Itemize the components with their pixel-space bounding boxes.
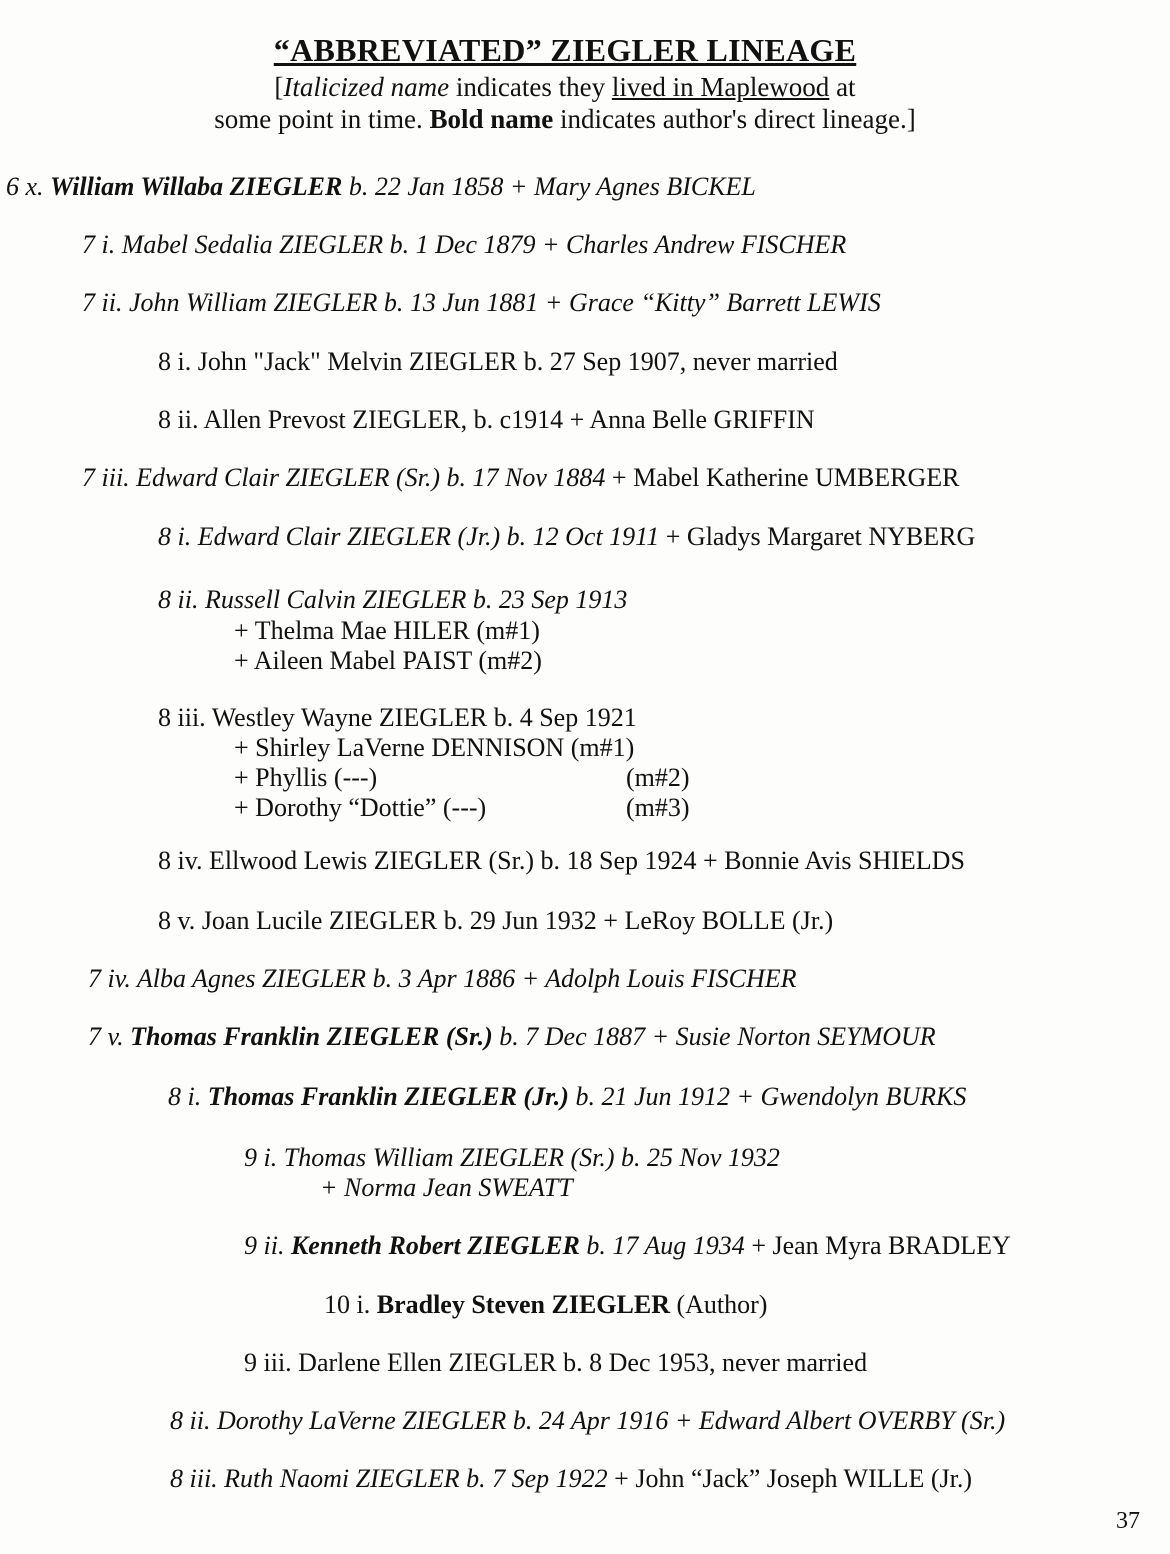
spouse-line: + Phyllis (---) (m#2) — [234, 763, 690, 792]
lineage-entry: 7 i. Mabel Sedalia ZIEGLER b. 1 Dec 1879 + Charles Andrew FISCHER — [82, 230, 847, 259]
person-name: John "Jack" Melvin ZIEGLER — [197, 347, 518, 376]
person-name: Russell Calvin ZIEGLER — [204, 585, 467, 614]
person-name: William Willaba ZIEGLER — [50, 172, 343, 201]
page-number: 37 — [1116, 1508, 1140, 1534]
lineage-entry: 7 ii. John William ZIEGLER b. 13 Jun 1881 + Grace “Kitty” Barrett LEWIS — [82, 288, 881, 317]
lineage-entry: 8 i. Thomas Franklin ZIEGLER (Jr.) b. 21 Jun 1912 + Gwendolyn BURKS — [168, 1082, 967, 1111]
person-name: Thomas Franklin ZIEGLER (Sr.) — [130, 1022, 493, 1051]
italic-label: Italicized name — [283, 72, 450, 102]
person-name: Darlene Ellen ZIEGLER — [298, 1348, 557, 1377]
person-name: Mabel Sedalia ZIEGLER — [121, 230, 384, 259]
lineage-entry: 8 ii. Dorothy LaVerne ZIEGLER b. 24 Apr 1916 + Edward Albert OVERBY (Sr.) — [170, 1406, 1006, 1435]
lineage-entry: 8 i. Edward Clair ZIEGLER (Jr.) b. 12 Oct 1911 + Gladys Margaret NYBERG — [158, 522, 976, 551]
underlined-label: lived in Maplewood — [611, 72, 830, 102]
person-name: Bradley Steven ZIEGLER — [376, 1290, 670, 1319]
lineage-entry: 8 iii. Ruth Naomi ZIEGLER b. 7 Sep 1922 + John “Jack” Joseph WILLE (Jr.) — [170, 1464, 973, 1493]
lineage-entry: 8 v. Joan Lucile ZIEGLER b. 29 Jun 1932 + LeRoy BOLLE (Jr.) — [158, 906, 834, 935]
person-name: Joan Lucile ZIEGLER — [201, 906, 438, 935]
lineage-entry: 8 i. John "Jack" Melvin ZIEGLER b. 27 Sep 1907, never married — [158, 347, 838, 376]
lineage-entry: 8 ii. Russell Calvin ZIEGLER b. 23 Sep 1913 — [158, 585, 628, 614]
page-title: “ABBREVIATED” ZIEGLER LINEAGE — [273, 32, 857, 68]
spouse-line: + Thelma Mae HILER (m#1) — [234, 616, 540, 645]
lineage-entry: 7 iv. Alba Agnes ZIEGLER b. 3 Apr 1886 + Adolph Louis FISCHER — [88, 964, 797, 993]
person-name: Kenneth Robert ZIEGLER — [290, 1231, 580, 1260]
person-name: Edward Clair ZIEGLER (Jr.) — [197, 522, 501, 551]
lineage-entry: 8 iv. Ellwood Lewis ZIEGLER (Sr.) b. 18 Sep 1924 + Bonnie Avis SHIELDS — [158, 846, 965, 875]
subtitle-line-2: some point in time. Bold name indicates author's direct lineage.] — [214, 104, 916, 134]
person-name: Edward Clair ZIEGLER (Sr.) — [136, 463, 441, 492]
person-name: Ruth Naomi ZIEGLER — [224, 1464, 460, 1493]
lineage-entry: 7 iii. Edward Clair ZIEGLER (Sr.) b. 17 Nov 1884 + Mabel Katherine UMBERGER — [82, 463, 960, 492]
person-name: Allen Prevost ZIEGLER — [203, 405, 461, 434]
spouse-line: + Shirley LaVerne DENNISON (m#1) — [234, 733, 635, 762]
person-name: Alba Agnes ZIEGLER — [136, 964, 367, 993]
spouse-line: + Norma Jean SWEATT — [320, 1173, 573, 1202]
lineage-entry: 8 ii. Allen Prevost ZIEGLER, b. c1914 + Anna Belle GRIFFIN — [158, 405, 815, 434]
lineage-entry: 9 iii. Darlene Ellen ZIEGLER b. 8 Dec 1953, never married — [244, 1348, 868, 1377]
lineage-entry: 9 i. Thomas William ZIEGLER (Sr.) b. 25 Nov 1932 — [244, 1143, 780, 1172]
person-name: Thomas Franklin ZIEGLER (Jr.) — [207, 1082, 569, 1111]
bold-label: Bold name — [429, 104, 554, 134]
person-name: Ellwood Lewis ZIEGLER (Sr.) — [209, 846, 534, 875]
subtitle-line-1: [Italicized name indicates they lived in Maplewood at — [274, 72, 856, 102]
lineage-entry: 9 ii. Kenneth Robert ZIEGLER b. 17 Aug 1934 + Jean Myra BRADLEY — [244, 1231, 1011, 1260]
lineage-entry: 10 i. Bradley Steven ZIEGLER (Author) — [324, 1290, 768, 1319]
person-name: John William ZIEGLER — [128, 288, 378, 317]
lineage-entry: 8 iii. Westley Wayne ZIEGLER b. 4 Sep 1921 — [158, 703, 637, 732]
person-name: Dorothy LaVerne ZIEGLER — [216, 1406, 507, 1435]
person-name: Thomas William ZIEGLER (Sr.) — [283, 1143, 615, 1172]
spouse-line: + Dorothy “Dottie” (---) (m#3) — [234, 793, 690, 822]
person-name: Westley Wayne ZIEGLER — [211, 703, 488, 732]
lineage-entry: 7 v. Thomas Franklin ZIEGLER (Sr.) b. 7 Dec 1887 + Susie Norton SEYMOUR — [88, 1022, 936, 1051]
lineage-entry: 6 x. William Willaba ZIEGLER b. 22 Jan 1858 + Mary Agnes BICKEL — [6, 172, 756, 201]
spouse-line: + Aileen Mabel PAIST (m#2) — [234, 646, 542, 675]
